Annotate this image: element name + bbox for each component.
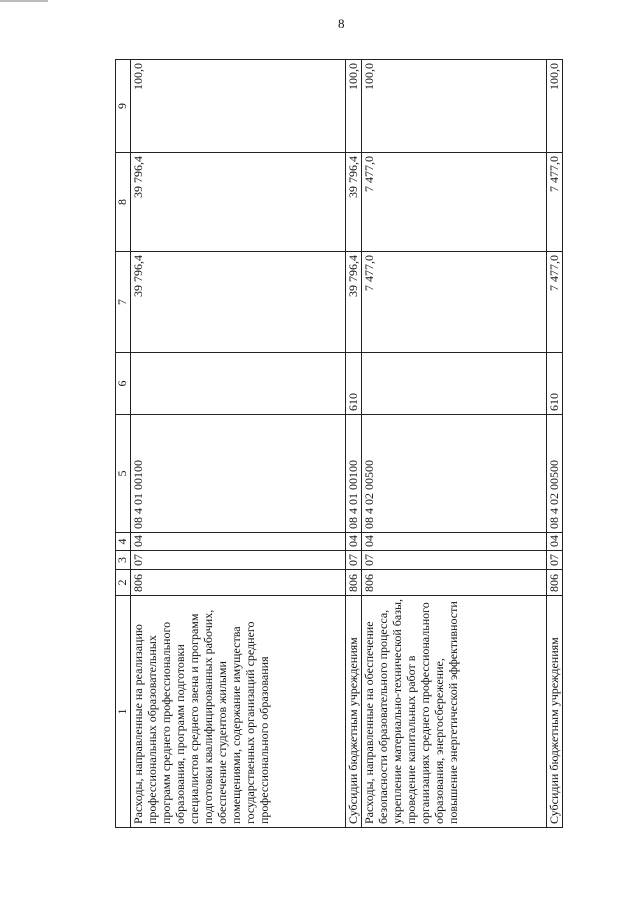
- percent-cell: 100,0: [131, 60, 346, 153]
- percent-cell: 100,0: [546, 60, 562, 153]
- subsection-cell: 04: [345, 533, 361, 551]
- ved-cell: 806: [362, 570, 547, 596]
- planned-amount-cell: 39 796,4: [131, 252, 346, 353]
- expense-description-cell: Субсидии бюджетным учреждениям: [345, 596, 361, 828]
- planned-amount-cell: 39 796,4: [345, 252, 361, 353]
- subsection-cell: 04: [362, 533, 547, 551]
- scan-edge-mark: [0, 0, 48, 2]
- ved-cell: 806: [131, 570, 346, 596]
- expense-description-cell: Субсидии бюджетным учреждениям: [546, 596, 562, 828]
- section-cell: 07: [546, 551, 562, 570]
- expense-type-cell: 610: [546, 353, 562, 415]
- executed-amount-cell: 39 796,4: [131, 153, 346, 252]
- header-cell: 8: [116, 153, 131, 252]
- subsection-cell: 04: [546, 533, 562, 551]
- section-cell: 07: [362, 551, 547, 570]
- table-header-row: [116, 60, 131, 828]
- executed-amount-cell: 39 796,4: [345, 153, 361, 252]
- header-cell: 5: [116, 415, 131, 533]
- page-number: 8: [338, 16, 345, 31]
- header-cell: 9: [116, 60, 131, 153]
- ved-cell: 806: [546, 570, 562, 596]
- section-cell: 07: [131, 551, 346, 570]
- section-cell: 07: [345, 551, 361, 570]
- executed-amount-cell: 7 477,0: [362, 153, 547, 252]
- percent-cell: 100,0: [362, 60, 547, 153]
- table-row: [131, 60, 346, 828]
- expense-type-cell: [131, 353, 346, 415]
- header-cell: 6: [116, 353, 131, 415]
- planned-amount-cell: 7 477,0: [362, 252, 547, 353]
- target-article-cell: 08 4 02 00500: [362, 415, 547, 533]
- planned-amount-cell: 7 477,0: [546, 252, 562, 353]
- target-article-cell: 08 4 01 00100: [131, 415, 346, 533]
- percent-cell: 100,0: [345, 60, 361, 153]
- header-cell: 1: [116, 596, 131, 828]
- target-article-cell: 08 4 01 00100: [345, 415, 361, 533]
- header-cell: 3: [116, 551, 131, 570]
- budget-table: [115, 59, 563, 828]
- expense-description-cell: Расходы, направленные на обеспечение безопасности образовательного процесса, укрепление материально-технической базы, проведение капитальных работ в организациях среднего профессионального образования, энергосбережение, повышение энергетической эффективности: [362, 596, 547, 828]
- table-row: [546, 60, 562, 828]
- header-cell: 4: [116, 533, 131, 551]
- expense-type-cell: [362, 353, 547, 415]
- header-cell: 2: [116, 570, 131, 596]
- ved-cell: 806: [345, 570, 361, 596]
- subsection-cell: 04: [131, 533, 346, 551]
- target-article-cell: 08 4 02 00500: [546, 415, 562, 533]
- expense-type-cell: 610: [345, 353, 361, 415]
- executed-amount-cell: 7 477,0: [546, 153, 562, 252]
- rotated-table-container: [115, 60, 563, 828]
- header-cell: 7: [116, 252, 131, 353]
- expense-description-cell: Расходы, направленные на реализацию профессиональных образовательных программ среднего профессионального образования, программ подготовки специалистов среднего звена и программ подготовки квалифицированных рабочих, обеспечение студентов жилыми помещениями, содержание имущества государственных организаций среднего профессионального образования: [131, 596, 346, 828]
- table-row: [362, 60, 547, 828]
- table-row: [345, 60, 361, 828]
